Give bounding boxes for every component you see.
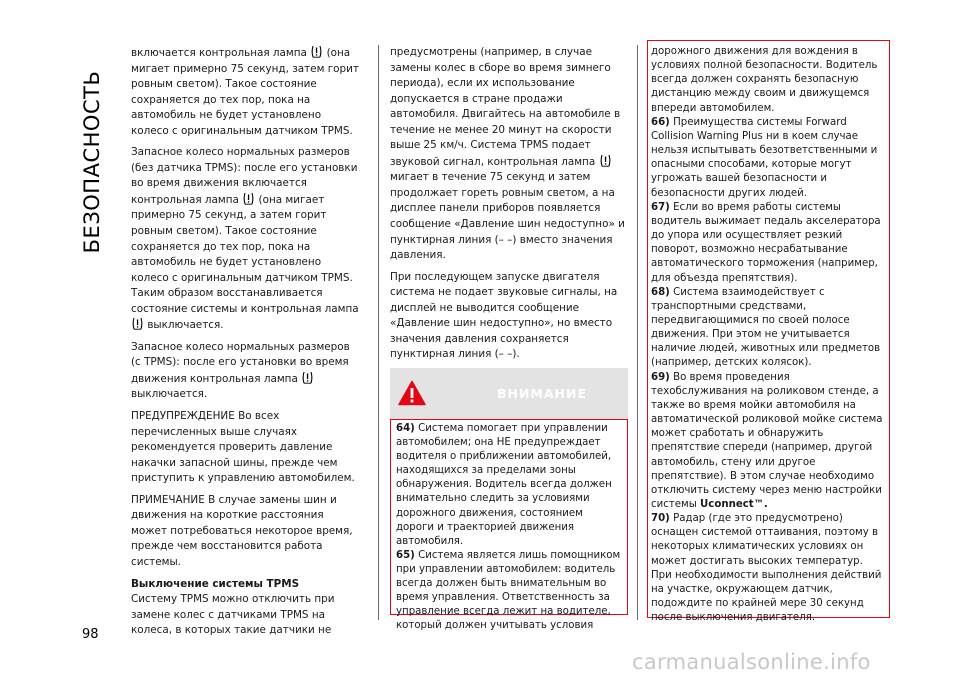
tire-pressure-warning-icon — [243, 192, 254, 205]
warning-item: 68) Система взаимодействует с транспортными средствами, передвигающимися по своей полосе движения. При этом не учитывается наличие людей, животных или предметов (например, детских колясок). — [651, 286, 881, 369]
warning-item: 65) Система является лишь помощником при управлении автомобилем: водитель всегда должен быть внимательным во время управления. Ответственность за управление всегда лежит на водителе, который должен учитывать условия — [396, 549, 621, 632]
warning-note: ПРЕДУПРЕЖДЕНИЕ Во всех перечисленных выше случаях рекомендуется проверить давление накачки запасной шины, прежде чем приступить к управлению автомобилем. — [131, 410, 355, 485]
paragraph: Систему TPMS можно отключить при замене колес с датчиками TPMS на колеса, в которых такие датчики не — [131, 593, 335, 637]
paragraph: Запасное колесо нормальных размеров (без датчика TPMS): после его установки во время движения включается контрольная лампа (она мигает примерно 75 секунд, а затем горит ровным светом). Такое состояние сохраняется до тех пор, пока на автомобиль не будет установлено колесо с оригинальным датчиком TPMS. Таким образом восстанавливается состояние системы и контрольная лампа выключается. — [131, 146, 359, 332]
warning-item: 70) Радар (где это предусмотрено) оснащен системой оттаивания, поэтому в некоторых климатических условиях он может достигать высоких температур. При необходимости выполнения действий на участке, окружающем датчик, подождите по крайней мере 30 секунд после выключения двигателя. — [651, 513, 882, 624]
column-divider — [378, 45, 379, 620]
paragraph: При последующем запуске двигателя система не подает звуковые сигналы, на дисплей не выводится сообщение «Давление шин недоступно», но вместо значения давления сохраняется пунктирная линия (– –). — [390, 270, 618, 361]
warning-item: 66) Преимущества системы Forward Collision Warning Plus ни в коем случае нельзя испытывать безответственными и опасными способами, которые могут угрожать вашей безопасности и безопасности других людей. — [651, 116, 878, 199]
warning-item: 69) Во время проведения техобслуживания на роликовом стенде, а также во время мойки автомобиля на автоматической роликовой мойке система может сработать и обнаружить препятствие спереди (например, другой автомобиль, стену или другое препятствие). В этом случае необходимо отключить систему через меню настройки системы Uconnect™. — [651, 371, 883, 510]
warning-title: ВНИМАНИЕ — [496, 386, 588, 401]
tire-pressure-warning-icon — [132, 317, 143, 330]
column-1 — [131, 45, 361, 645]
section-title: БЕЗОПАСНОСТЬ — [80, 70, 104, 254]
warning-triangle-icon — [398, 380, 426, 406]
warning-box — [390, 419, 628, 632]
tire-pressure-warning-icon — [302, 371, 313, 384]
column-3 — [651, 45, 884, 625]
watermark: carmanualsonline.info — [632, 650, 871, 674]
warning-item: 67) Если во время работы системы водитель выжимает педаль акселератора до упора или осуществляет резкий поворот, возможно несрабатывание автоматического торможения (например, для объезда препятствия). — [651, 201, 881, 284]
tire-pressure-warning-icon — [311, 45, 322, 58]
subheading: Выключение системы TPMS — [131, 577, 300, 590]
tire-pressure-warning-icon — [600, 154, 611, 167]
paragraph: дорожного движения для вождения в условиях полной безопасности. Водитель всегда должен сохранять безопасную дистанцию между своим и движущемся впереди автомобилем. — [651, 46, 878, 114]
page-number: 98 — [82, 627, 99, 642]
column-2 — [390, 45, 628, 369]
paragraph: предусмотрены (например, в случае замены колес в сборе во время зимнего периода), если их использование допускается в стране продажи автомобиля. Двигайтесь на автомобиле в течение не менее 20 минут на скорости выше 25 км/ч. Система TPMS подает звуковой сигнал, контрольная лампа мигает в течение 75 секунд и затем продолжает гореть ровным светом, а на дисплее панели приборов появляется сообщение «Давление шин недоступно» и пунктирная линия (– –) вместо значения давления. — [390, 46, 625, 262]
warning-item: 64) Система помогает при управлении автомобилем; она НЕ предупреждает водителя о приближении автомобилей, находящихся за пределами зоны обнаружения. Водитель всегда должен внимательно следить за условиями дорожного движения, состоянием дороги и траекторией движения автомобиля. — [396, 423, 612, 547]
paragraph: включается контрольная лампа (она мигает примерно 75 секунд, затем горит ровным светом). Такое состояние сохраняется до тех пор, пока на автомобиль не будет установлено колесо с оригинальным датчиком TPMS. — [131, 47, 359, 137]
paragraph: Запасное колесо нормальных размеров (с TPMS): после его установки во время движения контрольная лампа выключается. — [131, 340, 350, 401]
warning-header — [390, 368, 628, 419]
column-divider — [637, 45, 638, 620]
remark-note: ПРИМЕЧАНИЕ В случае замены шин и движения на короткие расстояния может потребоваться некоторое время, прежде чем восстановится работа системы. — [131, 493, 353, 568]
